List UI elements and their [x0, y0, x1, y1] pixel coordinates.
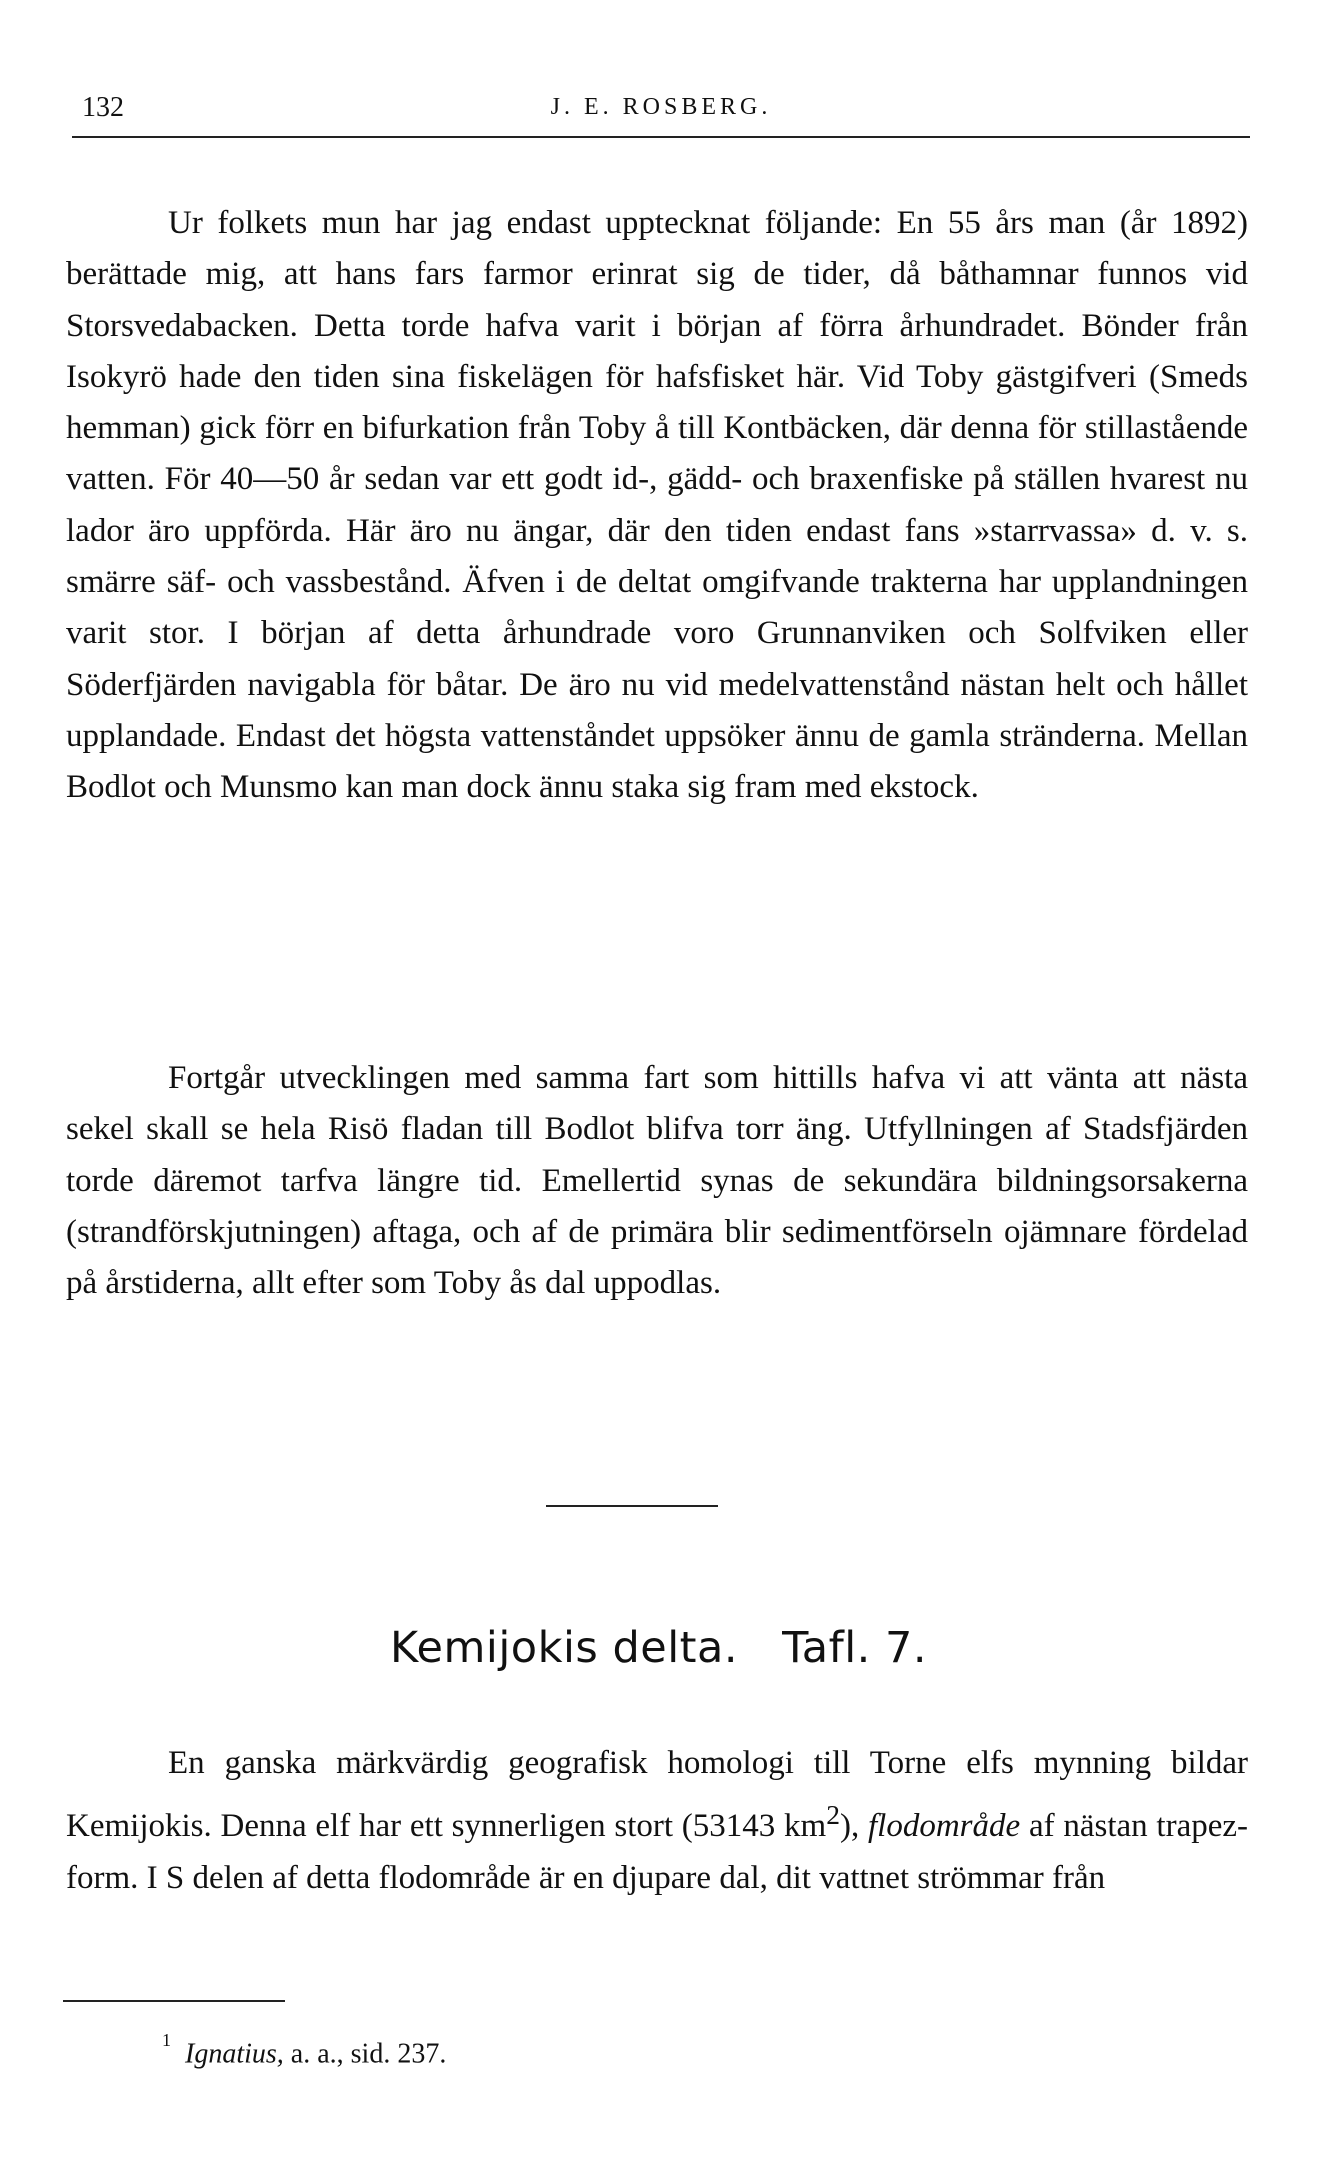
paragraph-3-start: En ganska märkvärdig geografisk homologi till Torne elfs mynning bildar Kemijokis. Denna elf har ett synnerligen stort (53143 km — [66, 1745, 1248, 1845]
paragraph-3 — [66, 1738, 1248, 1904]
paragraph-2-text: Fortgår utvecklingen med samma fart som hittills hafva vi att vänta att nästa sekel skall se hela Risö fladan till Bodlot blifva torr äng. Utfyllningen af Stadsfjärden torde däremot tarfva längre tid. Emellertid synas de sekundära bildningsorsakerna (strandförskjutningen) aftaga, och af de primära blir sedimentförseln ojämnare fördelad på årstiderna, allt efter som Toby ås dal uppodlas. — [66, 1060, 1248, 1302]
running-head: J. E. ROSBERG. — [550, 94, 772, 120]
footnote-author: Ignatius, — [185, 2038, 284, 2070]
paragraph-3-text — [66, 1738, 1248, 1904]
paragraph-3-end: af nästan trapez-form. I S delen af detta flodområde är en djupare dal, dit vattnet strömmar från — [66, 1808, 1249, 1896]
page-number: 132 — [82, 92, 124, 123]
paragraph-2 — [66, 1053, 1248, 1309]
section-title: Kemijokis delta. — [389, 1623, 739, 1673]
footnote — [162, 2030, 447, 2070]
page-header — [72, 86, 1250, 138]
plate-reference: Tafl. 7. — [782, 1623, 928, 1673]
section-heading — [0, 1623, 1317, 1673]
footnote-rule — [63, 2000, 285, 2002]
footnote-reference: a. a., sid. 237. — [283, 2038, 447, 2070]
italic-term: flodområde — [868, 1808, 1021, 1845]
paragraph-1 — [66, 198, 1248, 814]
footnote-marker: 1 — [162, 2030, 171, 2050]
paragraph-1-text: Ur folkets mun har jag endast upptecknat följande: En 55 års man (år 1892) berättade mig, att hans fars farmor erinrat sig de tider, då båthamnar funnos vid Storsvedabacken. Detta torde hafva varit i början af förra århundradet. Bönder från Isokyrö hade den tiden sina fiskelägen för hafsfisket här. Vid Toby gästgifveri (Smeds hemman) gick förr en bifurkation från Toby å till Kontbäcken, där denna för stillastående vatten. För 40—50 år sedan var ett godt id-, gädd- och braxenfiske på ställen hvarest nu lador äro uppförda. Här äro nu ängar, där den tiden endast fans »starrvassa» d. v. s. smärre säf- och vassbestånd. Äfven i de deltat omgifvande trakterna har upplandningen varit stor. I början af detta århundrade voro Grunnanviken och Solfviken eller Söderfjärden navigabla för båtar. De äro nu vid medelvattenstånd nästan helt och hållet upplandade. Endast det högsta vattenståndet uppsöker ännu de gamla stränderna. Mellan Bodlot och Munsmo kan man dock ännu staka sig fram med ekstock. — [66, 205, 1248, 806]
superscript-2: 2 — [826, 1799, 840, 1831]
paragraph-3-mid: ), — [839, 1808, 868, 1845]
section-divider — [546, 1505, 718, 1507]
